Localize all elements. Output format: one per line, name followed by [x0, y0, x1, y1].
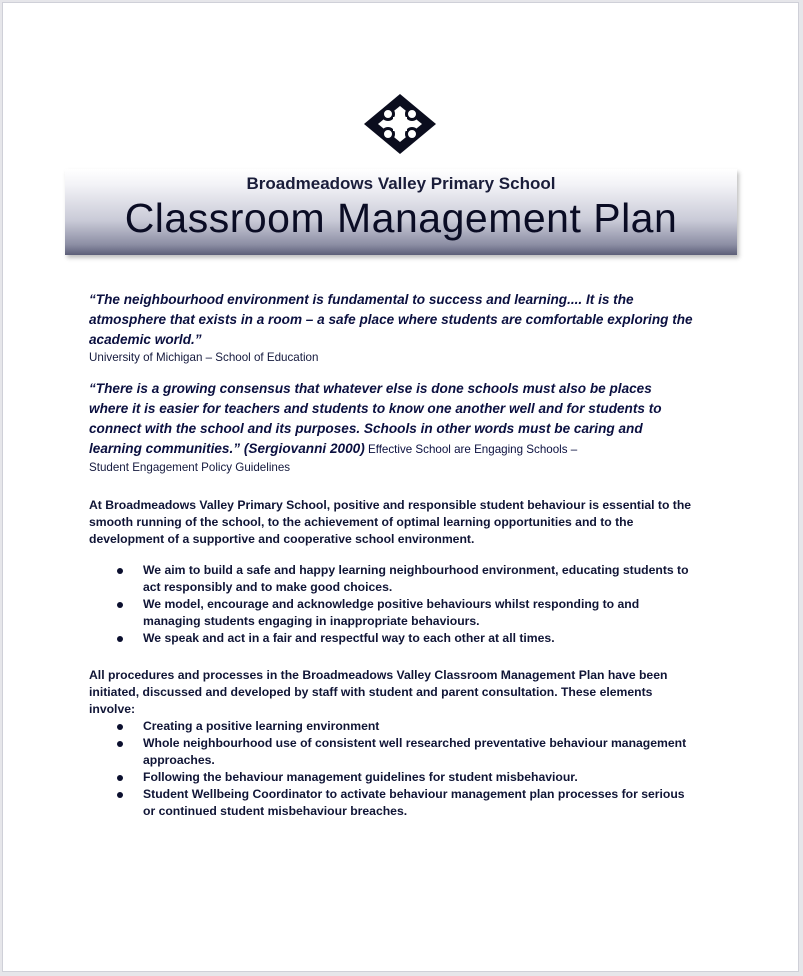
page-title: Classroom Management Plan: [124, 195, 678, 241]
document-body: [89, 290, 693, 820]
quote-block-2: [89, 379, 693, 475]
intro-paragraph: At Broadmeadows Valley Primary School, positive and responsible student behaviour is essential to the smooth running of the school, to the achievement of optimal learning opportunities and to the development of a supportive and cooperative school environment.: [89, 498, 692, 546]
quote-2-source-part1: Effective School are Engaging Schools –: [364, 443, 578, 456]
document-page: [2, 2, 799, 972]
quote-2-body: “There is a growing consensus that whatever else is done schools must also be places where it is easier for teachers and students to know one another well and for students to connect with the school and its purposes. Schools in other words must be caring and learning communities.”: [89, 381, 662, 456]
quote-2-source-part2: Student Engagement Policy Guidelines: [89, 461, 291, 474]
aims-list: [117, 562, 693, 647]
list-item: Whole neighbourhood use of consistent well researched preventative behaviour management approaches.: [117, 735, 693, 769]
list-item: Following the behaviour management guidelines for student misbehaviour.: [117, 769, 693, 786]
list-item: We aim to build a safe and happy learning neighbourhood environment, educating students to act responsibly and to make good choices.: [117, 562, 693, 596]
quote-2-text: [89, 379, 693, 460]
procedures-paragraph: All procedures and processes in the Broadmeadows Valley Classroom Management Plan have been initiated, discussed and developed by staff with student and parent consultation. These elements involve:: [89, 668, 668, 716]
quote-1-source: University of Michigan – School of Education: [89, 351, 319, 364]
quote-block-1: [89, 290, 693, 365]
title-banner: [65, 169, 737, 255]
quote-1-text: “The neighbourhood environment is fundamental to success and learning.... It is the atmosphere that exists in a room – a safe place where students are comfortable exploring the academic world.”: [89, 292, 693, 347]
list-item: Creating a positive learning environment: [117, 718, 693, 735]
school-logo-icon: [359, 91, 441, 157]
list-item: We model, encourage and acknowledge positive behaviours whilst responding to and managing students engaging in inappropriate behaviours.: [117, 596, 693, 630]
list-item: Student Wellbeing Coordinator to activate behaviour management plan processes for serious or continued student misbehaviour breaches.: [117, 786, 693, 820]
list-item: We speak and act in a fair and respectful way to each other at all times.: [117, 630, 693, 647]
school-name: Broadmeadows Valley Primary School: [246, 174, 556, 193]
elements-list: [117, 718, 693, 820]
quote-2-citation: (Sergiovanni 2000): [240, 441, 365, 456]
